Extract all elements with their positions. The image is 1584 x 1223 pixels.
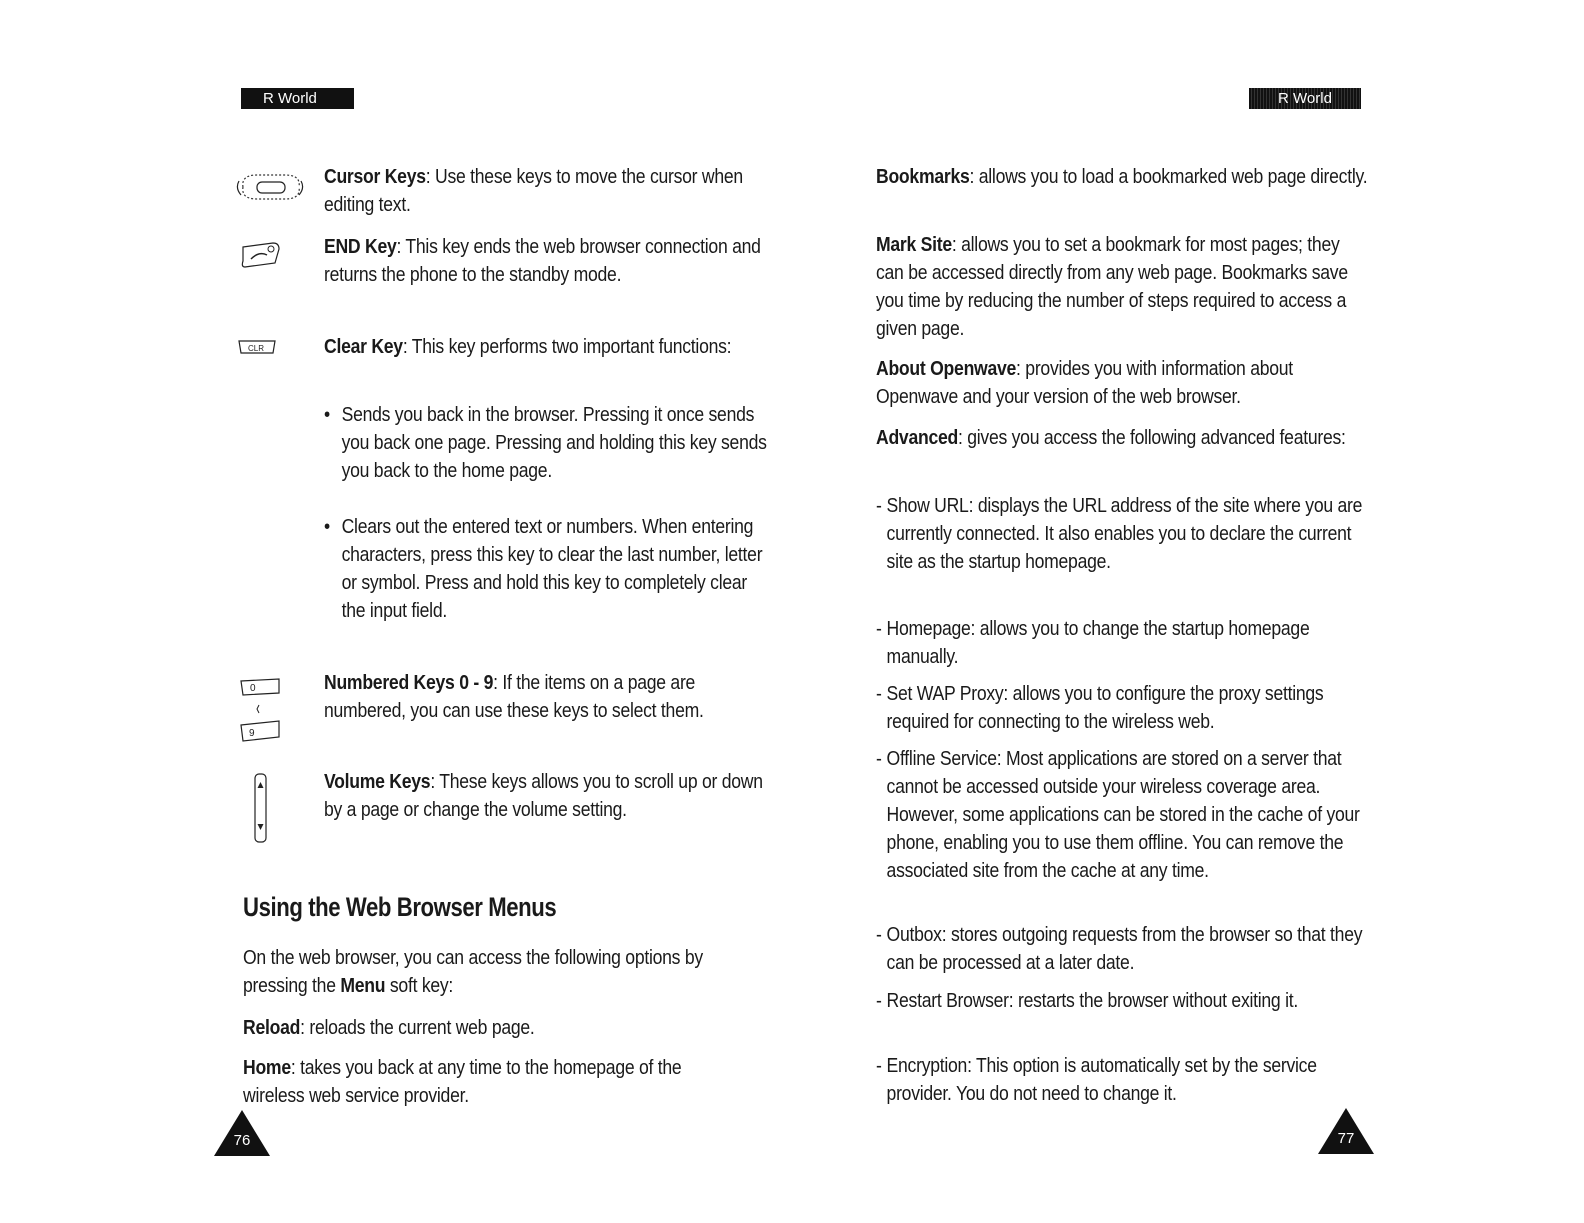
section-header-tab: R World: [1249, 88, 1361, 109]
advanced-feature-text: Outbox: stores outgoing requests from the browser so that they can be processed at a later date.: [886, 924, 1363, 974]
key-description: : This key ends the web browser connection and returns the phone to the standby mode.: [324, 236, 761, 286]
advanced-feature-text: Offline Service: Most applications are stored on a server that cannot be accessed outside your wireless coverage area. However, some applications can be stored in the cache of your phone, enabling you to use them offline. You can remove the associated site from the cache at any time.: [886, 748, 1360, 882]
menu-option-about-openwave: [876, 355, 1369, 411]
section-heading: Using the Web Browser Menus: [243, 892, 557, 922]
menu-option-mark-site: [876, 231, 1369, 343]
svg-text:0: 0: [250, 683, 256, 694]
advanced-feature-text: Encryption: This option is automatically set by the service provider. You do not need to change it.: [886, 1055, 1317, 1105]
dash-glyph: -: [876, 990, 882, 1012]
page-number: 76: [233, 1132, 251, 1149]
intro-text: On the web browser, you can access the following options by pressing the: [243, 947, 703, 997]
option-title: Bookmarks: [876, 166, 970, 188]
page-number-marker: [213, 1108, 271, 1158]
option-title: Home: [243, 1057, 291, 1079]
advanced-feature-text: Set WAP Proxy: allows you to configure the proxy settings required for connecting to the wireless web.: [886, 683, 1324, 733]
option-description: : takes you back at any time to the homepage of the wireless web service provider.: [243, 1057, 682, 1107]
bullet-glyph: •: [324, 516, 330, 538]
dash-glyph: -: [876, 924, 882, 946]
menu-option-home: [243, 1054, 736, 1110]
key-description: : This key performs two important functions:: [402, 336, 732, 358]
menu-softkey-label: Menu: [340, 975, 386, 997]
intro-text-end: soft key:: [385, 975, 454, 997]
key-description: : These keys allows you to scroll up or down by a page or change the volume setting.: [324, 771, 763, 821]
key-description: : If the items on a page are numbered, you can use these keys to select them.: [324, 672, 704, 722]
list-item: [324, 401, 773, 485]
clear-key-icon: [235, 333, 305, 368]
bullet-text: Sends you back in the browser. Pressing it once sends you back one page. Pressing and holding this key sends you back to the home page.: [341, 404, 767, 482]
key-title: Cursor Keys: [324, 166, 426, 188]
menu-option-reload: [243, 1014, 736, 1042]
option-description: : gives you access the following advanced features:: [958, 427, 1346, 449]
section-header-tab: R World: [241, 88, 354, 109]
right-page: [792, 0, 1584, 1223]
dash-glyph: -: [876, 495, 882, 517]
option-title: About Openwave: [876, 358, 1017, 380]
list-item: [876, 1052, 1369, 1108]
list-item: [876, 745, 1369, 885]
key-description: : Use these keys to move the cursor when editing text.: [324, 166, 743, 216]
list-item: [324, 513, 773, 625]
option-title: Reload: [243, 1017, 301, 1039]
option-description: : reloads the current web page.: [300, 1017, 535, 1039]
numbered-keys-icon: [235, 669, 305, 758]
option-description: : allows you to set a bookmark for most pages; they can be accessed directly from any web page. Bookmarks save you time by reducing the number of steps required to access a given page.: [876, 234, 1348, 340]
bullet-glyph: •: [324, 404, 330, 426]
svg-text:9: 9: [249, 728, 255, 739]
advanced-feature-text: Restart Browser: restarts the browser without exiting it.: [886, 990, 1298, 1012]
dash-glyph: -: [876, 683, 882, 705]
option-title: Advanced: [876, 427, 959, 449]
key-title: END Key: [324, 236, 397, 258]
dash-glyph: -: [876, 618, 882, 640]
intro-paragraph: [243, 944, 736, 1000]
menu-option-bookmarks: [876, 163, 1369, 191]
bullet-text: Clears out the entered text or numbers. When entering characters, press this key to clear the last number, letter or symbol. Press and hold this key to completely clear the input field.: [341, 516, 763, 622]
cursor-keys-icon: [235, 163, 305, 214]
list-item: [876, 615, 1369, 671]
dash-glyph: -: [876, 748, 882, 770]
dash-glyph: -: [876, 1055, 882, 1077]
option-description: : provides you with information about Openwave and your version of the web browser.: [876, 358, 1293, 408]
list-item: [876, 921, 1369, 977]
svg-text:CLR: CLR: [248, 344, 265, 353]
menu-option-advanced: [876, 424, 1369, 452]
advanced-feature-text: Homepage: allows you to change the startup homepage manually.: [886, 618, 1310, 668]
key-title: Clear Key: [324, 336, 403, 358]
list-item: [876, 680, 1369, 736]
end-key-icon: [235, 233, 305, 278]
option-description: : allows you to load a bookmarked web page directly.: [969, 166, 1368, 188]
key-title: Volume Keys: [324, 771, 431, 793]
list-item: [876, 987, 1369, 1015]
key-title: Numbered Keys 0 - 9: [324, 672, 494, 694]
page-number: 77: [1337, 1130, 1355, 1147]
option-title: Mark Site: [876, 234, 952, 256]
page-number-marker: [1317, 1106, 1375, 1156]
list-item: [876, 492, 1369, 576]
advanced-feature-text: Show URL: displays the URL address of the site where you are currently connected. It also enables you to declare the current site as the startup homepage.: [886, 495, 1363, 573]
volume-keys-icon: [235, 768, 305, 853]
